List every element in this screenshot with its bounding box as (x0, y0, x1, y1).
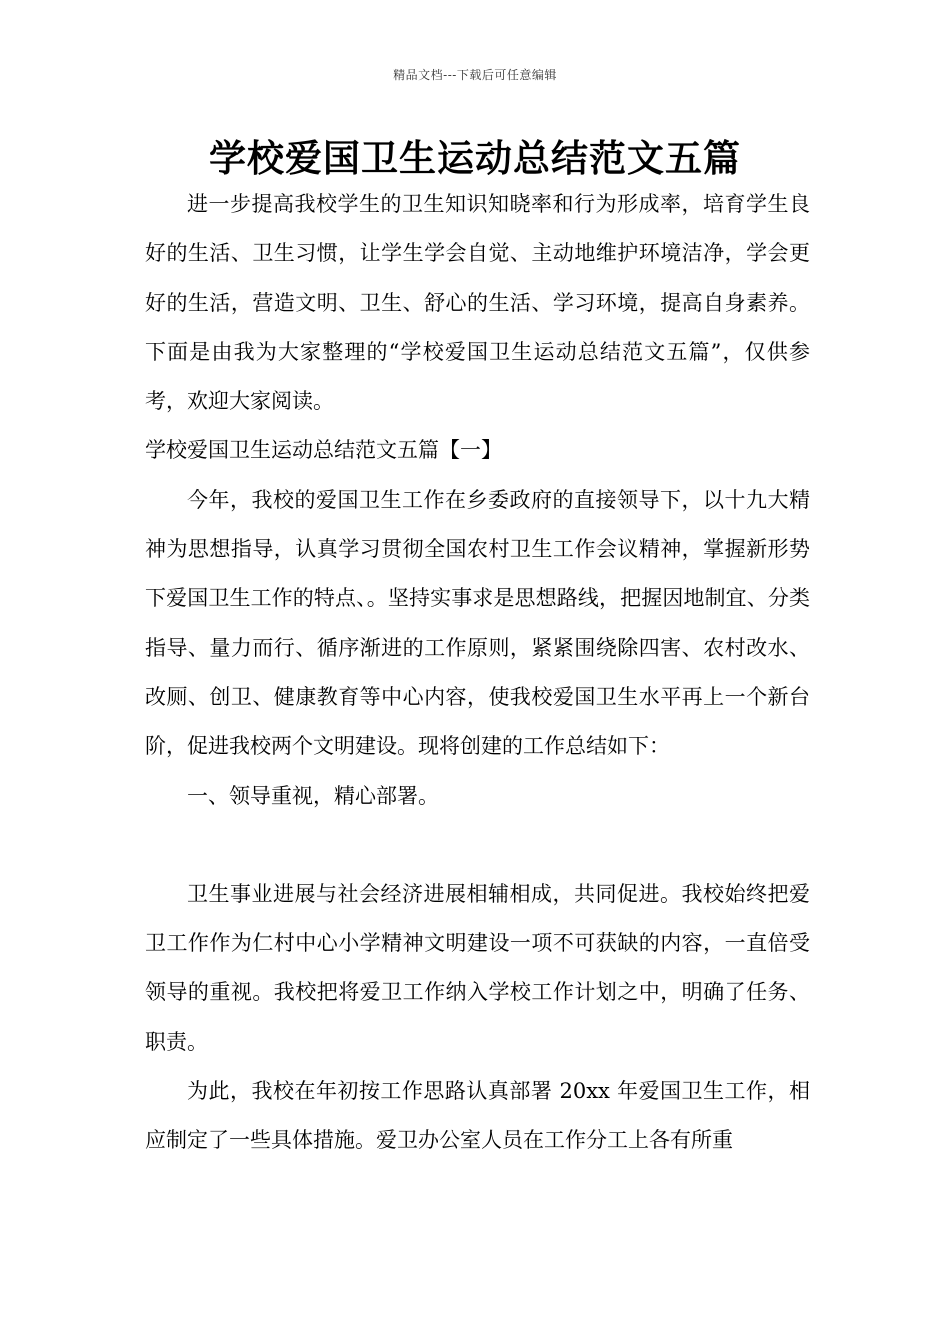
section-subtitle: 学校爱国卫生运动总结范文五篇【一】 (145, 438, 502, 463)
document-title: 学校爱国卫生运动总结范文五篇 (209, 137, 741, 180)
intro-paragraph: 进一步提高我校学生的卫生知识知晓率和行为形成率，培育学生良好的生活、卫生习惯，让学生学会自觉、主动地维护环境洁净，学会更好的生活，营造文明、卫生、舒心的生活、学习环境，提高自身素养。下面是由我为大家整理的“学校爱国卫生运动总结范文五篇”，仅供参考，欢迎大家阅读。 (145, 192, 810, 414)
header-note: 精品文档---下载后可任意编辑 (393, 68, 557, 82)
paragraph-3: 为此，我校在年初按工作思路认真部署 20xx 年爱国卫生工作，相应制定了一些具体措施。爱卫办公室人员在工作分工上各有所重 (145, 1079, 810, 1153)
document-body (145, 180, 810, 1166)
paragraph-1: 今年，我校的爱国卫生工作在乡委政府的直接领导下，以十九大精神为思想指导，认真学习贯彻全国农村卫生工作会议精神，掌握新形势下爱国卫生工作的特点、。坚持实事求是思想路线，把握因地制宜、分类指导、量力而行、循序渐进的工作原则，紧紧围绕除四害、农村改水、改厕、创卫、健康教育等中心内容，使我校爱国卫生水平再上一个新台阶，促进我校两个文明建设。现将创建的工作总结如下： (145, 487, 810, 759)
blank-line (145, 821, 810, 870)
section-heading-1: 一、领导重视，精心部署。 (187, 783, 439, 808)
paragraph-2: 卫生事业进展与社会经济进展相辅相成，共同促进。我校始终把爱卫工作作为仁村中心小学精神文明建设一项不可获缺的内容，一直倍受领导的重视。我校把将爱卫工作纳入学校工作计划之中，明确了任务、职责。 (145, 881, 810, 1054)
